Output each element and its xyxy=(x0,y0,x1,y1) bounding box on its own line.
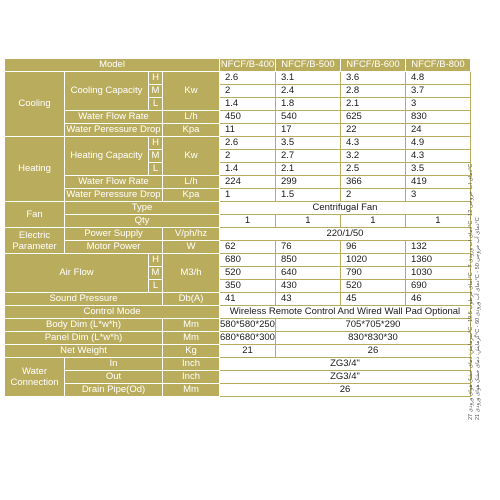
water-in-row xyxy=(5,358,471,371)
cell-value: 2.7 xyxy=(275,150,340,163)
control-mode-row xyxy=(5,306,471,319)
heating-flow-label: Water Flow Rate xyxy=(65,176,163,189)
cell-value: 17 xyxy=(275,124,340,137)
cell-value: 1020 xyxy=(340,254,405,267)
heating-conditions-text: گرمایش: دمای خشک هوای ورودی 21°C - دمای آب ورودی 60°C - دمای آب خروجی 50°C xyxy=(475,217,481,420)
cell-value: 419 xyxy=(405,176,470,189)
drain-pipe-value: 26 xyxy=(220,384,471,397)
water-connection-label: Water Connection xyxy=(5,358,65,397)
cell-value: 1 xyxy=(405,215,470,228)
level-l: L xyxy=(149,98,163,111)
fan-qty-label: Qty xyxy=(65,215,220,228)
water-out-value: ZG3/4" xyxy=(220,371,471,384)
motor-power-unit: W xyxy=(163,241,220,254)
cell-value: 705*705*290 xyxy=(275,319,470,332)
cell-value: 690 xyxy=(405,280,470,293)
cell-value: 4.9 xyxy=(405,137,470,150)
cell-value: 26 xyxy=(275,345,470,358)
cell-value: 2.4 xyxy=(275,85,340,98)
rating-conditions-note xyxy=(468,120,498,420)
cell-value: 21 xyxy=(220,345,276,358)
cooling-pressure-label: Water Peressure Drop xyxy=(66,124,161,135)
cell-value: 41 xyxy=(220,293,276,306)
power-supply-unit: V/ph/hz xyxy=(163,228,220,241)
cell-value: 830*830*30 xyxy=(275,332,470,345)
cell-value: 850 xyxy=(275,254,340,267)
drain-pipe-unit: Mm xyxy=(163,384,220,397)
net-weight-unit: Kg xyxy=(163,345,220,358)
cell-value: 3.2 xyxy=(340,150,405,163)
cooling-section-label: Cooling xyxy=(5,72,65,137)
cell-value: 2 xyxy=(220,150,276,163)
cell-value: 640 xyxy=(275,267,340,280)
airflow-label: Air Flow xyxy=(5,254,149,293)
cell-value: 680 xyxy=(220,254,276,267)
water-in-label: In xyxy=(65,358,163,371)
control-mode-value: Wireless Remote Control And Wired Wall Pad Optional xyxy=(220,306,471,319)
cell-value: 1 xyxy=(340,215,405,228)
water-in-value: ZG3/4" xyxy=(220,358,471,371)
cell-value: 3.1 xyxy=(275,72,340,85)
cell-value: 830 xyxy=(405,111,470,124)
cell-value: 625 xyxy=(340,111,405,124)
cell-value: 2.6 xyxy=(220,72,276,85)
cell-value: 3.6 xyxy=(340,72,405,85)
cell-value: 2.5 xyxy=(340,163,405,176)
cell-value: 96 xyxy=(340,241,405,254)
cooling-flow-unit: L/h xyxy=(163,111,220,124)
cell-value: 2.1 xyxy=(275,163,340,176)
cell-value: 790 xyxy=(340,267,405,280)
electric-section-label: Electric Parameter xyxy=(5,228,65,254)
drain-pipe-label: Drain Pipe(Od) xyxy=(65,384,163,397)
cell-value: 43 xyxy=(275,293,340,306)
spec-table xyxy=(4,58,471,397)
cell-value: 520 xyxy=(220,267,276,280)
cell-value: 4.3 xyxy=(340,137,405,150)
cooling-capacity-label: Cooling Capacity xyxy=(65,72,149,111)
cell-value: 45 xyxy=(340,293,405,306)
cell-value: 366 xyxy=(340,176,405,189)
panel-dim-label: Panel Dim (L*w*h) xyxy=(5,332,163,345)
cell-value: 62 xyxy=(220,241,276,254)
heating-section-label: Heating xyxy=(5,137,65,202)
cell-value: 1.5 xyxy=(275,189,340,202)
cell-value: 2.8 xyxy=(340,85,405,98)
cell-value: 1360 xyxy=(405,254,470,267)
cooling-flow-label: Water Flow Rate xyxy=(65,111,163,124)
water-out-label: Out xyxy=(65,371,163,384)
power-supply-row xyxy=(5,228,471,241)
model-header: Model xyxy=(5,59,220,72)
level-h: H xyxy=(149,254,163,267)
cell-value: 4.8 xyxy=(405,72,470,85)
cell-value: 3.5 xyxy=(275,137,340,150)
level-m: M xyxy=(149,85,163,98)
cell-value: 540 xyxy=(275,111,340,124)
model-name: NFCF/B-600 xyxy=(340,59,405,72)
heating-capacity-label: Heating Capacity xyxy=(65,137,149,176)
water-out-row xyxy=(5,371,471,384)
cell-value: 1.4 xyxy=(220,98,276,111)
cell-value: 22 xyxy=(340,124,405,137)
cell-value: 3 xyxy=(405,189,470,202)
cooling-capacity-unit: Kw xyxy=(163,72,220,111)
fan-qty-row xyxy=(5,215,471,228)
cell-value: 1.4 xyxy=(220,163,276,176)
cooling-capacity-high-row xyxy=(5,72,471,85)
panel-dim-unit: Mm xyxy=(163,332,220,345)
cell-value: 3 xyxy=(405,98,470,111)
level-h: H xyxy=(149,137,163,150)
level-l: L xyxy=(149,280,163,293)
cell-value: 11 xyxy=(220,124,276,137)
cell-value: 224 xyxy=(220,176,276,189)
cooling-conditions-text: سرمایش: دمای خشک هوای ورودی 27°C - دمای مرطوب 19.5°C - دمای آب ورودی 7°C - دمای آب خروجی 12°C xyxy=(468,163,474,420)
cell-value: 3.5 xyxy=(405,163,470,176)
cooling-pressure-row xyxy=(5,124,471,137)
body-dim-row xyxy=(5,319,471,332)
net-weight-row xyxy=(5,345,471,358)
control-mode-label: Control Mode xyxy=(5,306,220,319)
cell-value: 4.3 xyxy=(405,150,470,163)
motor-power-label: Motor Power xyxy=(65,241,163,254)
cooling-flow-row xyxy=(5,111,471,124)
sound-pressure-row xyxy=(5,293,471,306)
cell-value: 350 xyxy=(220,280,276,293)
cooling-pressure-unit: Kpa xyxy=(163,124,220,137)
heating-flow-unit: L/h xyxy=(163,176,220,189)
power-supply-value: 220/1/50 xyxy=(220,228,471,241)
cell-value: 2 xyxy=(220,85,276,98)
cell-value: 1 xyxy=(275,215,340,228)
airflow-unit: M3/h xyxy=(163,254,220,293)
body-dim-label: Body Dim (L*w*h) xyxy=(5,319,163,332)
fan-section-label: Fan xyxy=(5,202,65,228)
model-name: NFCF/B-500 xyxy=(275,59,340,72)
heating-flow-row xyxy=(5,176,471,189)
fan-type-label: Type xyxy=(65,202,220,215)
cell-value: 46 xyxy=(405,293,470,306)
heating-capacity-unit: Kw xyxy=(163,137,220,176)
level-m: M xyxy=(149,267,163,280)
sound-pressure-label: Sound Pressure xyxy=(5,293,163,306)
heating-pressure-row xyxy=(5,189,471,202)
sound-pressure-unit: Db(A) xyxy=(163,293,220,306)
model-name: NFCF/B-400 xyxy=(220,59,275,70)
cell-value: 1 xyxy=(220,215,276,228)
level-h: H xyxy=(149,72,163,85)
cell-value: 680*680*300 xyxy=(220,332,275,343)
cell-value: 2.6 xyxy=(220,137,276,150)
fan-type-value: Centrifugal Fan xyxy=(220,202,471,215)
heating-capacity-high-row xyxy=(5,137,471,150)
fan-type-row xyxy=(5,202,471,215)
cell-value: 450 xyxy=(220,111,276,124)
water-in-unit: Inch xyxy=(163,358,220,371)
cell-value: 2.1 xyxy=(340,98,405,111)
cell-value: 2 xyxy=(340,189,405,202)
airflow-high-row xyxy=(5,254,471,267)
model-name: NFCF/B-800 xyxy=(405,59,470,72)
cell-value: 580*580*250 xyxy=(220,319,275,330)
cell-value: 299 xyxy=(275,176,340,189)
cell-value: 430 xyxy=(275,280,340,293)
level-m: M xyxy=(149,150,163,163)
header-row xyxy=(5,59,471,72)
power-supply-label: Power Supply xyxy=(65,228,163,241)
cell-value: 3.7 xyxy=(405,85,470,98)
heating-pressure-unit: Kpa xyxy=(163,189,220,202)
motor-power-row xyxy=(5,241,471,254)
cell-value: 24 xyxy=(405,124,470,137)
panel-dim-row xyxy=(5,332,471,345)
cell-value: 76 xyxy=(275,241,340,254)
drain-pipe-row xyxy=(5,384,471,397)
body-dim-unit: Mm xyxy=(163,319,220,332)
level-l: L xyxy=(149,163,163,176)
cell-value: 132 xyxy=(405,241,470,254)
net-weight-label: Net Weight xyxy=(5,345,163,358)
cell-value: 520 xyxy=(340,280,405,293)
water-out-unit: Inch xyxy=(163,371,220,384)
cell-value: 1.8 xyxy=(275,98,340,111)
heating-pressure-label: Water Peressure Drop xyxy=(66,189,161,200)
cell-value: 1030 xyxy=(405,267,470,280)
cell-value: 1 xyxy=(220,189,276,202)
